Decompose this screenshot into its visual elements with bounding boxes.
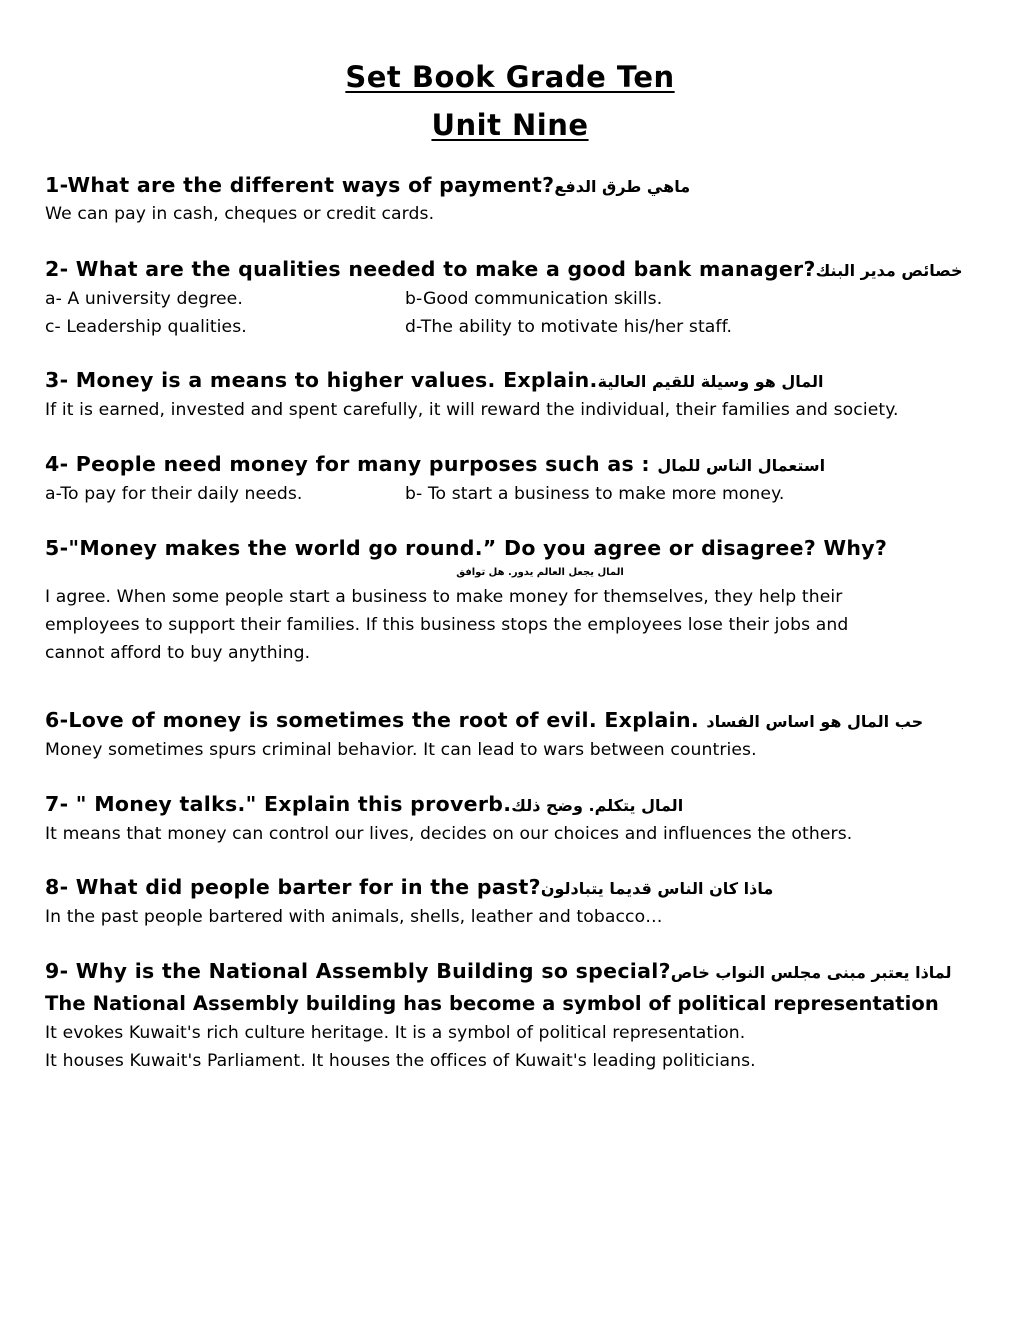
page-subtitle: Unit Nine bbox=[431, 108, 589, 142]
answer-6: Money sometimes spurs criminal behavior. It can lead to wars between countries. bbox=[45, 740, 757, 760]
answer-2c: c- Leadership qualities. bbox=[45, 317, 247, 337]
question-9: 9- Why is the National Assembly Building so special?لماذا يعتبر مبنى مجلس النواب خاص bbox=[45, 959, 952, 983]
question-8: 8- What did people barter for in the past?ماذا كان الناس قديما يتبادلون bbox=[45, 875, 774, 899]
answer-9-line-1: It evokes Kuwait's rich culture heritage. It is a symbol of political representation. bbox=[45, 1023, 746, 1043]
answer-2d: d-The ability to motivate his/her staff. bbox=[405, 317, 733, 337]
question-3: 3- Money is a means to higher values. Explain.المال هو وسيلة للقيم العالية bbox=[45, 368, 824, 392]
question-5: 5-"Money makes the world go round.” Do you agree or disagree? Why? bbox=[45, 536, 888, 560]
question-4-arabic: استعمال الناس للمال bbox=[657, 456, 826, 475]
answer-9-line-2: It houses Kuwait's Parliament. It houses the offices of Kuwait's leading politicians. bbox=[45, 1051, 756, 1071]
answer-2-row-2 bbox=[45, 317, 733, 337]
answer-1: We can pay in cash, cheques or credit cards. bbox=[45, 204, 435, 224]
answer-2-row-1 bbox=[45, 289, 663, 309]
question-8-arabic: ماذا كان الناس قديما يتبادلون bbox=[540, 879, 774, 898]
page-title: Set Book Grade Ten bbox=[345, 60, 675, 94]
answer-2b: b-Good communication skills. bbox=[405, 289, 663, 309]
question-5-arabic: المال يجعل العالم يدور. هل توافق bbox=[456, 567, 624, 578]
answer-2a: a- A university degree. bbox=[45, 289, 243, 309]
question-1-arabic: ماهي طرق الدفع bbox=[554, 177, 691, 196]
question-6-arabic: حب المال هو اساس الفساد bbox=[706, 712, 924, 731]
question-6: 6-Love of money is sometimes the root of evil. Explain. حب المال هو اساس الفساد bbox=[45, 708, 924, 732]
answer-7: It means that money can control our lives, decides on our choices and influences the others. bbox=[45, 824, 853, 844]
question-3-arabic: المال هو وسيلة للقيم العالية bbox=[597, 372, 824, 391]
question-9-arabic: لماذا يعتبر مبنى مجلس النواب خاص bbox=[670, 963, 952, 982]
answer-4-row bbox=[45, 484, 785, 504]
answer-4b: b- To start a business to make more money. bbox=[405, 484, 785, 504]
question-4: 4- People need money for many purposes such as : استعمال الناس للمال bbox=[45, 452, 826, 476]
question-2: 2- What are the qualities needed to make a good bank manager?خصائص مدير البنك bbox=[45, 257, 963, 281]
answer-4a: a-To pay for their daily needs. bbox=[45, 484, 303, 504]
answer-8: In the past people bartered with animals, shells, leather and tobacco… bbox=[45, 907, 663, 927]
question-7-arabic: المال يتكلم. وضح ذلك bbox=[511, 796, 684, 815]
answer-9-bold: The National Assembly building has become a symbol of political representation bbox=[45, 992, 939, 1015]
answer-5-line-1: I agree. When some people start a business to make money for themselves, they help their bbox=[45, 587, 843, 607]
question-2-arabic: خصائص مدير البنك bbox=[815, 261, 963, 280]
answer-5-line-3: cannot afford to buy anything. bbox=[45, 643, 311, 663]
answer-3: If it is earned, invested and spent carefully, it will reward the individual, their families and society. bbox=[45, 400, 899, 420]
question-7: 7- " Money talks." Explain this proverb.المال يتكلم. وضح ذلك bbox=[45, 792, 684, 816]
answer-5-line-2: employees to support their families. If this business stops the employees lose their jobs and bbox=[45, 615, 849, 635]
question-1: 1-What are the different ways of payment?ماهي طرق الدفع bbox=[45, 173, 691, 197]
